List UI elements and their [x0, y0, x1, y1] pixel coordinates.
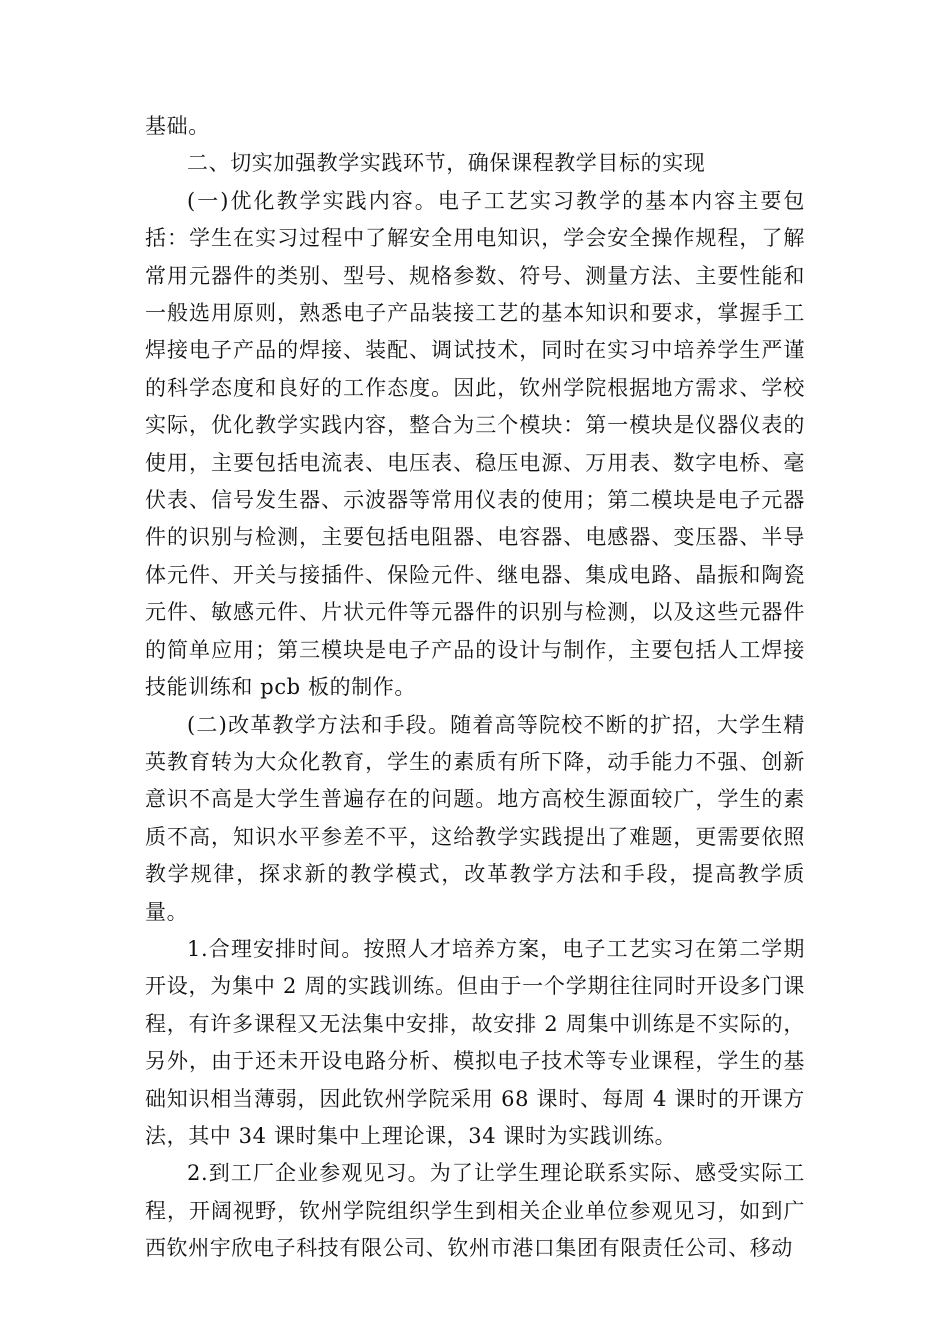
paragraph-optimize-content: (一)优化教学实践内容。电子工艺实习教学的基本内容主要包括：学生在实习过程中了解安全用电知识，学会安全操作规程，了解常用元器件的类别、型号、规格参数、符号、测量方法、主要性能和一般选用原则，熟悉电子产品装接工艺的基本知识和要求，掌握手工焊接电子产品的焊接、装配、调试技术，同时在实习中培养学生严谨的科学态度和良好的工作态度。因此，钦州学院根据地方需求、学校实际，优化教学实践内容，整合为三个模块：第一模块是仪器仪表的使用，主要包括电流表、电压表、稳压电源、万用表、数字电桥、毫伏表、信号发生器、示波器等常用仪表的使用；第二模块是电子元器件的识别与检测，主要包括电阻器、电容器、电感器、变压器、半导体元件、开关与接插件、保险元件、继电器、集成电路、晶振和陶瓷元件、敏感元件、片状元件等元器件的识别与检测，以及这些元器件的简单应用；第三模块是电子产品的设计与制作，主要包括人工焊接技能训练和 pcb 板的制作。	[145, 188, 805, 700]
section-heading: 二、切实加强教学实践环节，确保课程教学目标的实现	[187, 151, 706, 176]
document-body	[145, 108, 805, 1268]
paragraph-continuation: 基础。	[145, 114, 210, 138]
paragraph-reform-methods: (二)改革教学方法和手段。随着高等院校不断的扩招，大学生精英教育转为大众化教育，学生的素质有所下降，动手能力不强、创新意识不高是大学生普遍存在的问题。地方高校生源面较广，学生的素质不高，知识水平参差不平，这给教学实践提出了难题，更需要依照教学规律，探求新的教学模式，改革教学方法和手段，提高教学质量。	[145, 712, 805, 924]
paragraph-arrange-time: 1.合理安排时间。按照人才培养方案，电子工艺实习在第二学期开设，为集中 2 周的实践训练。但由于一个学期往往同时开设多门课程，有许多课程又无法集中安排，故安排 2 周集中训练是不实际的，另外，由于还未开设电路分析、模拟电子技术等专业课程，学生的基础知识相当薄弱，因此钦州学院采用 68 课时、每周 4 课时的开课方法，其中 34 课时集中上理论课，34 课时为实践训练。	[145, 936, 805, 1148]
paragraph-factory-visit: 2.到工厂企业参观见习。为了让学生理论联系实际、感受实际工程，开阔视野，钦州学院组织学生到相关企业单位参观见习，如到广西钦州宇欣电子科技有限公司、钦州市港口集团有限责任公司、移动	[145, 1161, 805, 1261]
